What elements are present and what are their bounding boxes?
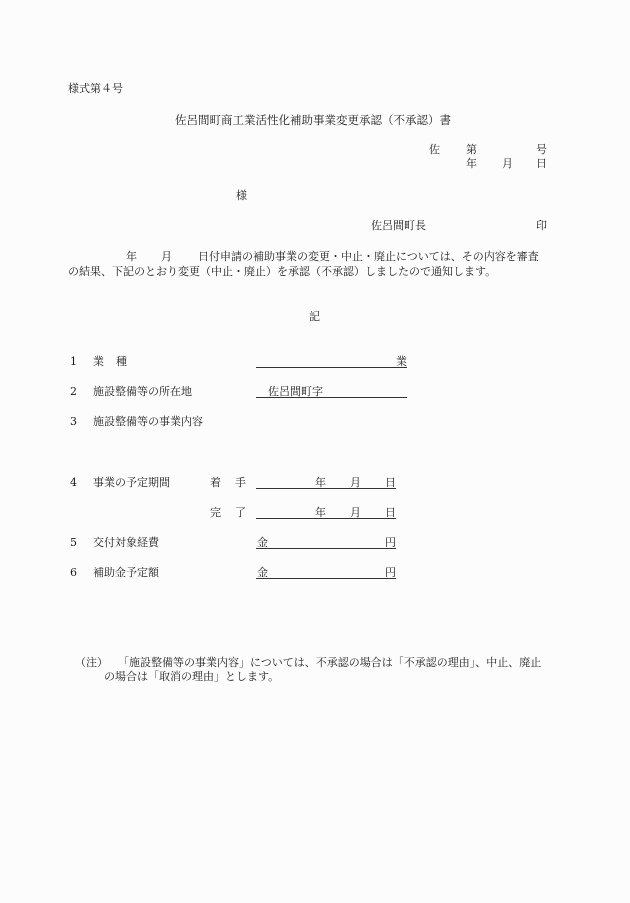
item-5-prefix: 金 (257, 536, 268, 549)
item-6-underline (256, 578, 396, 579)
item-5-suffix: 円 (385, 536, 396, 549)
item-2-underline (256, 397, 407, 398)
date-day-label: 日 (536, 157, 547, 170)
item-2-number: 2 (70, 385, 77, 398)
body-line2: の結果、下記のとおり変更（中止・廃止）を承認（不承認）しましたので通知します。 (68, 265, 497, 278)
item-4-start-month: 月 (350, 476, 361, 489)
issuer-seal: 印 (536, 219, 547, 232)
date-month-label: 月 (502, 157, 513, 170)
ki-heading: 記 (309, 310, 320, 323)
item-4-end-label-a: 完 (210, 506, 221, 519)
item-4-start-label-a: 着 (210, 476, 221, 489)
doc-number-prefix: 佐 (429, 143, 440, 156)
issuer-name: 佐呂間町長 (371, 219, 426, 232)
item-6-suffix: 円 (385, 566, 396, 579)
note-marker: （注） (75, 656, 108, 669)
item-4-start-year: 年 (315, 476, 326, 489)
note-line1: 「施設整備等の事業内容」については、不承認の場合は「不承認の理由」、中止、廃止 (118, 656, 542, 669)
note-line2: の場合は「取消の理由」とします。 (104, 670, 280, 683)
item-3-number: 3 (70, 415, 77, 428)
item-2-prefix: 佐呂間町字 (268, 385, 323, 398)
doc-number-go: 号 (536, 143, 547, 156)
item-4-end-label-b: 了 (235, 506, 246, 519)
item-6-number: 6 (70, 566, 77, 579)
body-line1: 日付申請の補助事業の変更・中止・廃止については、その内容を審査 (198, 250, 539, 263)
item-1-label-b: 種 (116, 355, 127, 368)
item-2-label: 施設整備等の所在地 (93, 385, 192, 398)
item-1-underline (256, 367, 407, 368)
item-4-start-day: 日 (385, 476, 396, 489)
item-5-underline (256, 548, 396, 549)
item-5-number: 5 (70, 536, 77, 549)
body-year: 年 (126, 250, 137, 263)
doc-number-dai: 第 (466, 143, 477, 156)
item-4-end-day: 日 (385, 506, 396, 519)
item-4-number: 4 (70, 476, 77, 489)
item-4-end-year: 年 (315, 506, 326, 519)
document-title: 佐呂間町商工業活性化補助事業変更承認（不承認）書 (175, 113, 451, 127)
item-4-start-underline (256, 488, 396, 489)
item-6-label: 補助金予定額 (93, 566, 159, 579)
form-number: 様式第４号 (68, 82, 123, 95)
body-month: 月 (161, 250, 172, 263)
item-4-end-underline (256, 518, 396, 519)
item-1-number: 1 (70, 355, 77, 368)
addressee-suffix: 様 (236, 189, 247, 202)
item-3-label: 施設整備等の事業内容 (93, 415, 203, 428)
item-1-label-a: 業 (93, 355, 104, 368)
item-6-prefix: 金 (257, 566, 268, 579)
item-4-label: 事業の予定期間 (93, 476, 170, 489)
item-4-end-month: 月 (350, 506, 361, 519)
date-year-label: 年 (466, 157, 477, 170)
item-1-suffix: 業 (396, 355, 407, 368)
item-5-label: 交付対象経費 (93, 536, 159, 549)
item-4-start-label-b: 手 (235, 476, 246, 489)
